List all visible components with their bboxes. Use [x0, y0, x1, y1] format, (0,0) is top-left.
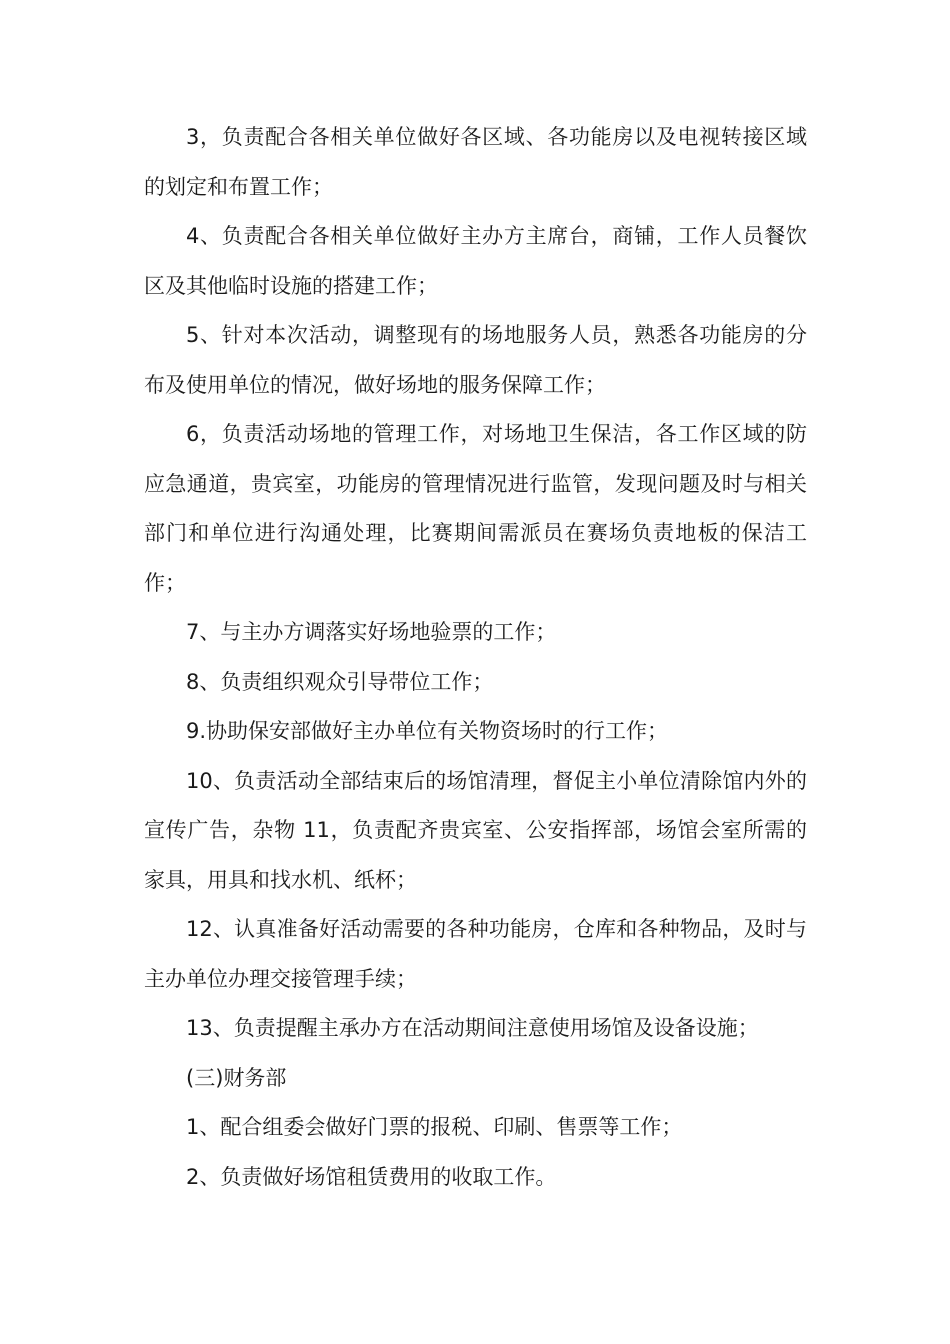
paragraph-item-9: 9.协助保安部做好主办单位有关物资场时的行工作； [186, 719, 669, 743]
paragraph-finance-item-2: 2、负责做好场馆租赁费用的收取工作。 [186, 1164, 557, 1189]
paragraph-item-6: 6，负责活动场地的管理工作，对场地卫生保洁，各工作区域的防应急通道，贵宾室，功能房的管理情况进行监管，发现问题及时与相关部门和单位进行沟通处理，比赛期间需派员在赛场负责地板的保洁工作； [144, 422, 807, 595]
paragraph-item-12: 12、认真准备好活动需要的各种功能房，仓库和各种物品，及时与主办单位办理交接管理手续； [144, 917, 807, 991]
paragraph-item-10: 10、负责活动全部结束后的场馆清理，督促主小单位清除馆内外的宣传广告，杂物 11，负责配齐贵宾室、公安指挥部，场馆会室所需的家具，用具和找水机、纸杯； [144, 768, 807, 892]
paragraph-item-4: 4、负责配合各相关单位做好主办方主席台，商铺，工作人员餐饮区及其他临时设施的搭建工作； [144, 224, 807, 298]
document-body [144, 113, 807, 1202]
paragraph-item-3: 3，负责配合各相关单位做好各区域、各功能房以及电视转接区域的划定和布置工作； [144, 125, 807, 199]
paragraph-item-7: 7、与主办方调落实好场地验票的工作； [186, 620, 557, 644]
paragraph-item-13: 13、负责提醒主承办方在活动期间注意使用场馆及设备设施； [186, 1016, 759, 1040]
section-heading-finance: (三)财务部 [186, 1065, 287, 1090]
paragraph-finance-item-1: 1、配合组委会做好门票的报税、印刷、售票等工作； [186, 1115, 683, 1139]
paragraph-item-8: 8、负责组织观众引导带位工作； [186, 669, 494, 694]
paragraph-item-5: 5、针对本次活动，调整现有的场地服务人员，熟悉各功能房的分布及使用单位的情况，做好场地的服务保障工作； [144, 323, 807, 397]
